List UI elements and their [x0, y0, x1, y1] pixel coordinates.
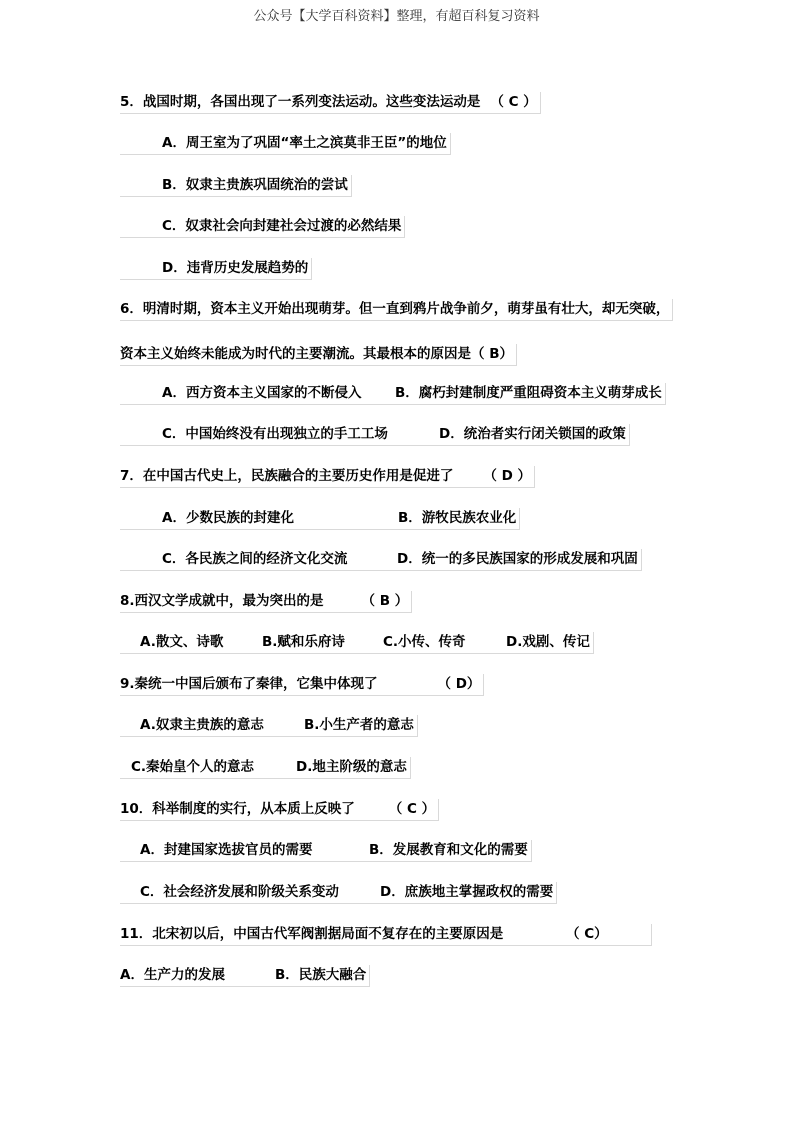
- question-5-answer: （ C ）: [490, 94, 537, 110]
- question-7-options-cd: [120, 549, 642, 571]
- question-7-text: 7．在中国古代史上，民族融合的主要历史作用是促进了: [120, 468, 454, 484]
- question-8: [120, 591, 412, 613]
- question-9-options-ab: [120, 715, 418, 737]
- question-5-text: 5．战国时期，各国出现了一系列变法运动。这些变法运动是: [120, 94, 481, 110]
- option-text: C．奴隶社会向封建社会过渡的必然结果: [162, 218, 402, 234]
- question-7: [120, 466, 535, 488]
- question-5-option-a: [120, 133, 451, 155]
- question-9-text: 9.秦统一中国后颁布了秦律，它集中体现了: [120, 676, 378, 692]
- option-text: C．社会经济发展和阶级关系变动: [140, 884, 339, 900]
- option-text: B.小生产者的意志: [304, 717, 414, 733]
- question-11-options-ab: [120, 965, 370, 987]
- option-text: D．统治者实行闭关锁国的政策: [439, 426, 626, 442]
- option-text: A.散文、诗歌: [140, 634, 224, 650]
- option-text: A．西方资本主义国家的不断侵入: [162, 385, 362, 401]
- option-text: B．发展教育和文化的需要: [369, 842, 528, 858]
- question-7-answer: （ D ）: [483, 468, 532, 484]
- question-6-text-continued: 资本主义始终未能成为时代的主要潮流。其最根本的原因是: [120, 346, 471, 362]
- option-text: B．民族大融合: [275, 967, 367, 983]
- question-5-option-c: [120, 216, 405, 238]
- question-11-text: 11．北宋初以后，中国古代军阀割据局面不复存在的主要原因是: [120, 926, 504, 942]
- option-text: D．违背历史发展趋势的: [162, 260, 309, 276]
- question-5-option-b: [120, 175, 352, 197]
- option-text: A．少数民族的封建化: [162, 510, 294, 526]
- question-6-text: 6．明清时期，资本主义开始出现萌芽。但一直到鸦片战争前夕，萌芽虽有壮大，却无突破，: [120, 301, 670, 317]
- option-text: A．生产力的发展: [120, 967, 225, 983]
- option-text: D．统一的多民族国家的形成发展和巩固: [397, 551, 638, 567]
- option-text: A.奴隶主贵族的意志: [140, 717, 264, 733]
- question-6-line-2: [120, 344, 517, 366]
- option-text: C．中国始终没有出现独立的手工工场: [162, 426, 388, 442]
- page-header: 公众号【大学百科资料】整理，有超百科复习资料: [253, 9, 540, 24]
- question-7-options-ab: [120, 508, 520, 530]
- question-8-answer: （ B ）: [361, 593, 409, 609]
- question-9-answer: （ D）: [437, 676, 481, 692]
- question-11: [120, 924, 652, 946]
- question-8-options: [120, 632, 594, 654]
- question-10-text: 10．科举制度的实行，从本质上反映了: [120, 801, 355, 817]
- option-text: C.小传、传奇: [383, 634, 466, 650]
- question-8-text: 8.西汉文学成就中，最为突出的是: [120, 593, 324, 609]
- question-10: [120, 799, 439, 821]
- question-5: [120, 92, 541, 114]
- option-text: C.秦始皇个人的意志: [131, 759, 255, 775]
- option-text: A．封建国家选拔官员的需要: [140, 842, 313, 858]
- option-text: B．游牧民族农业化: [398, 510, 517, 526]
- question-10-options-ab: [120, 840, 532, 862]
- question-6-line-1: [120, 299, 673, 321]
- option-text: B．奴隶主贵族巩固统治的尝试: [162, 177, 348, 193]
- question-6-options-cd: [120, 424, 630, 446]
- question-10-answer: （ C ）: [388, 801, 436, 817]
- question-9: [120, 674, 484, 696]
- question-6-options-ab: [120, 383, 666, 405]
- option-text: D.戏剧、传记: [506, 634, 590, 650]
- question-9-options-cd: [120, 757, 411, 779]
- option-text: C．各民族之间的经济文化交流: [162, 551, 348, 567]
- question-5-option-d: [120, 258, 312, 280]
- question-11-answer: （ C）: [566, 926, 608, 942]
- option-text: D．庶族地主掌握政权的需要: [380, 884, 554, 900]
- option-text: A．周王室为了巩固“率土之滨莫非王臣”的地位: [162, 135, 447, 151]
- question-10-options-cd: [120, 882, 557, 904]
- option-text: B.赋和乐府诗: [262, 634, 345, 650]
- question-6-answer: （ B）: [471, 346, 513, 362]
- option-text: B．腐朽封建制度严重阻碍资本主义萌芽成长: [395, 385, 662, 401]
- option-text: D.地主阶级的意志: [296, 759, 407, 775]
